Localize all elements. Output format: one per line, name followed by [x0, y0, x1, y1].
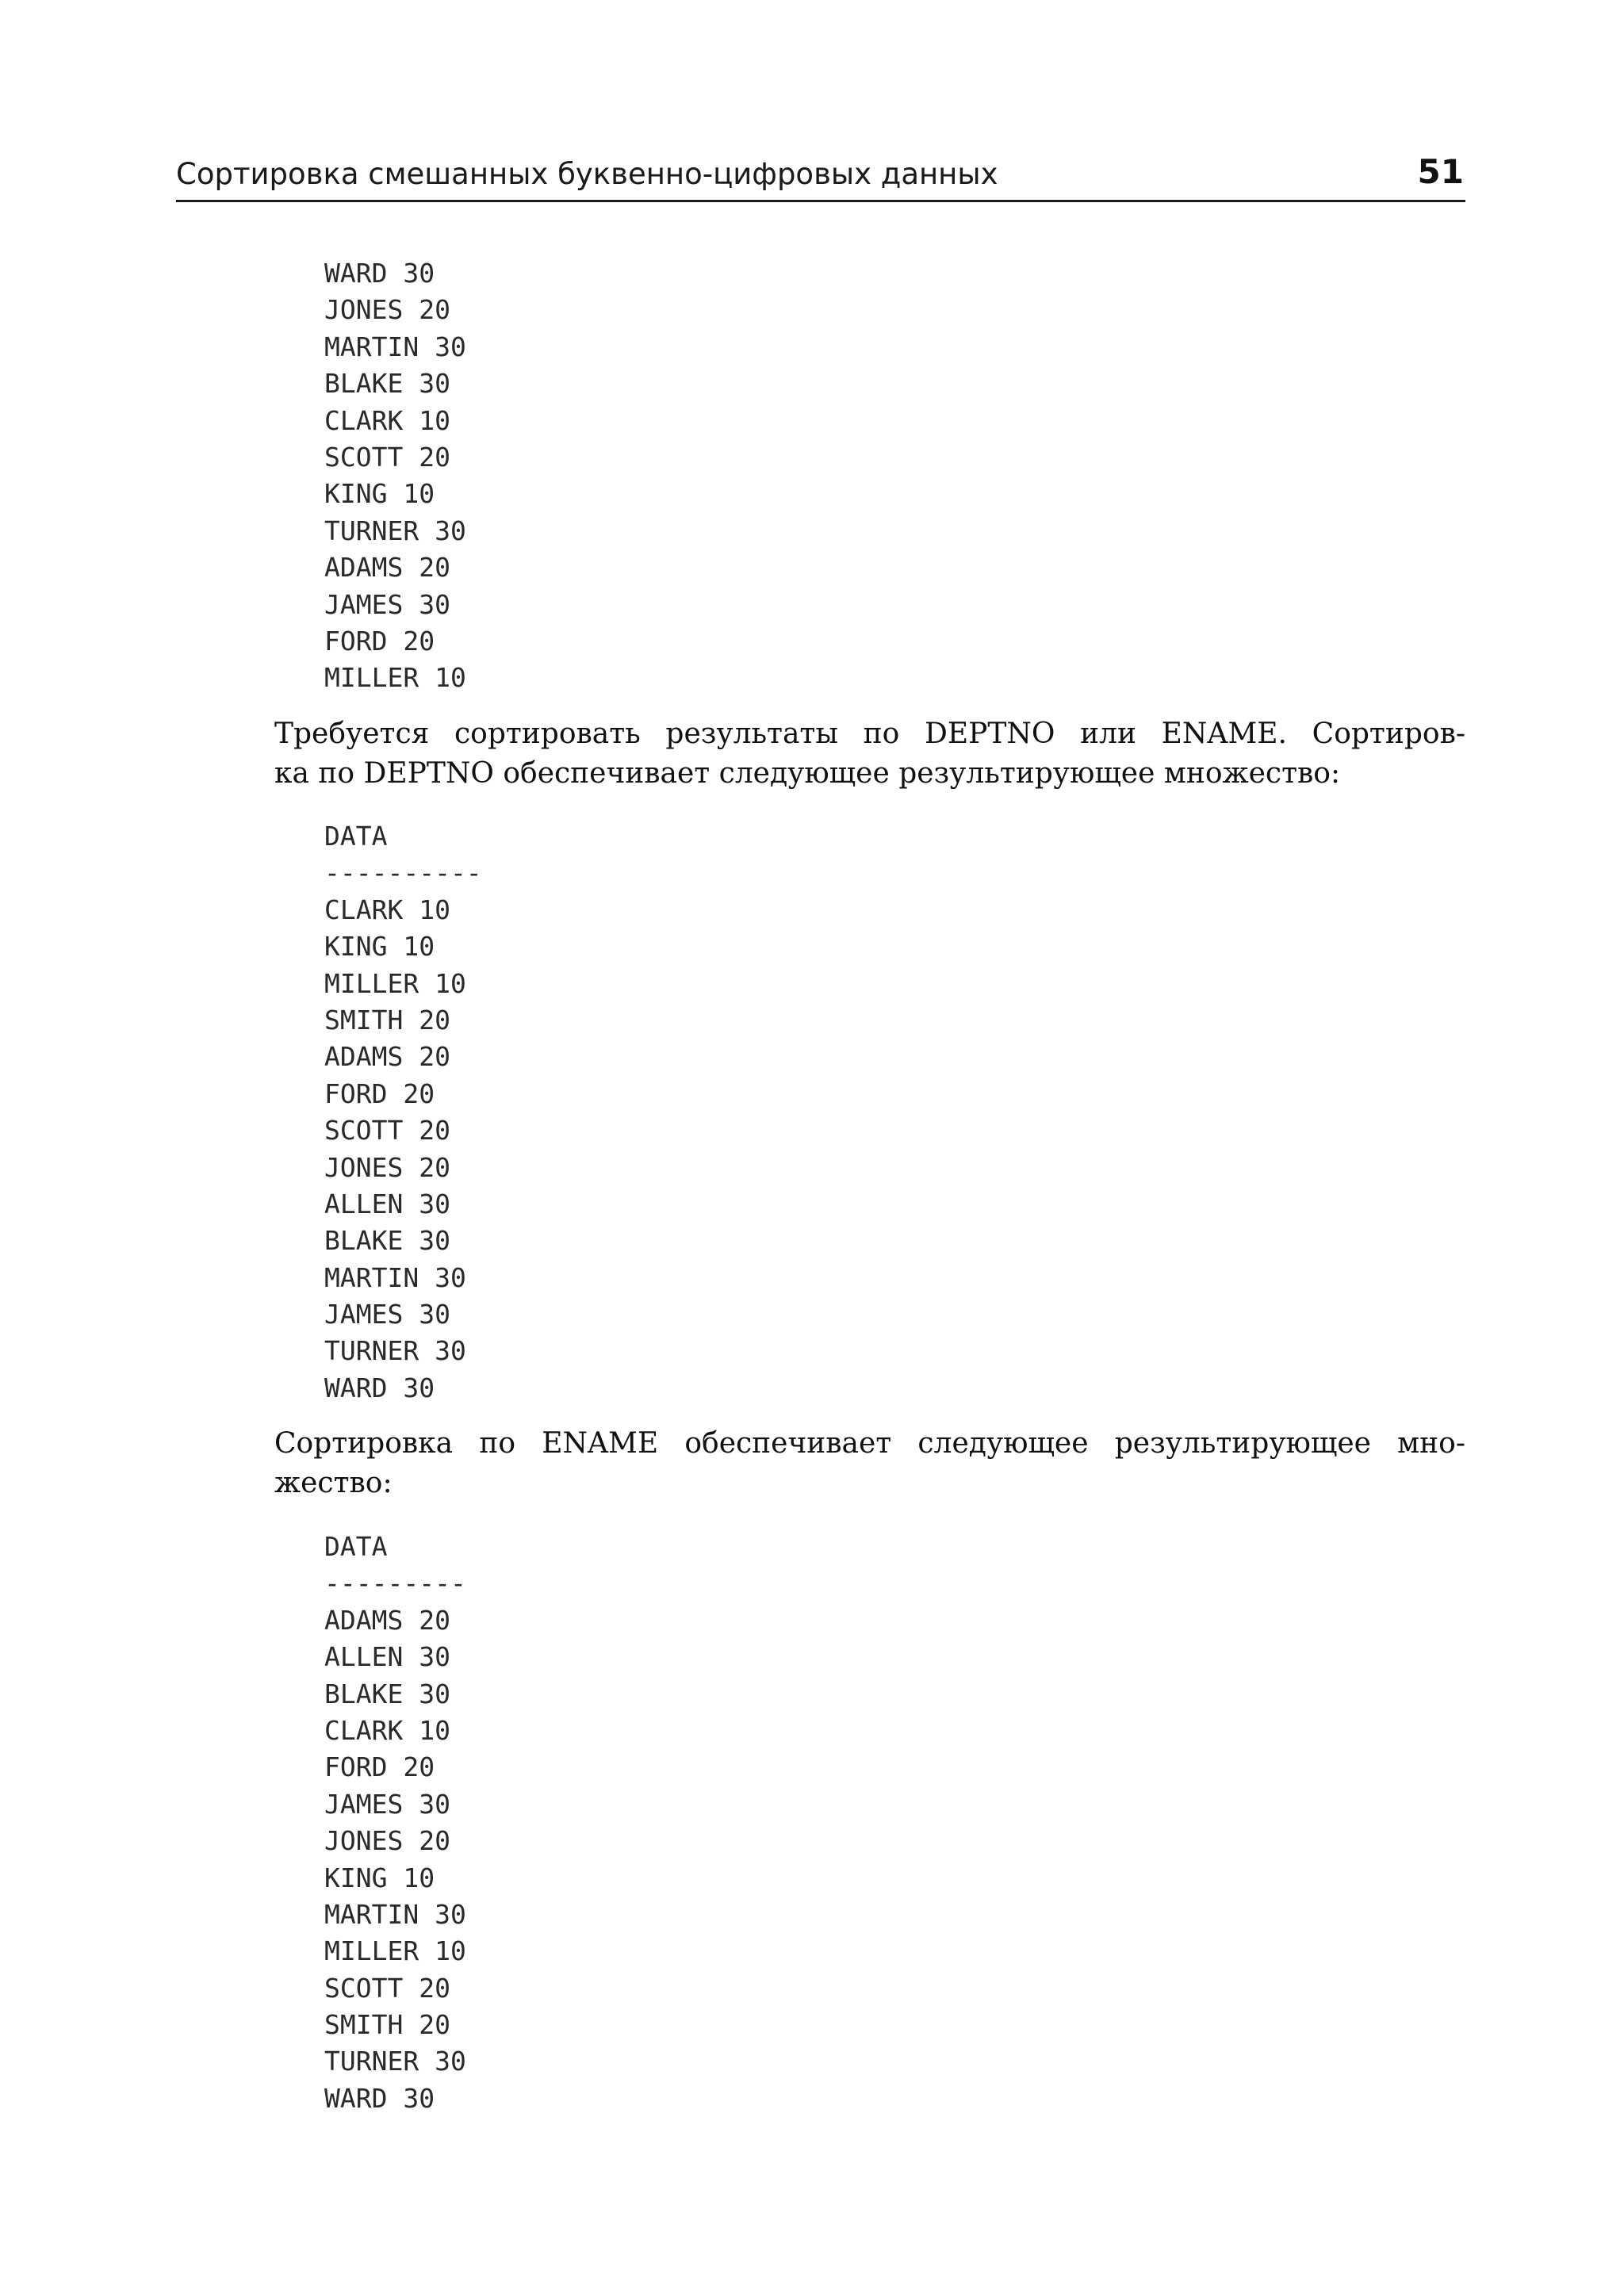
code-line: KING 10: [324, 1862, 435, 1893]
code-line: MILLER 10: [324, 967, 466, 999]
code-line: BLAKE 30: [324, 368, 450, 400]
code-line: FORD 20: [324, 1078, 435, 1109]
code-line: JONES 20: [324, 1151, 450, 1183]
code-line: TURNER 30: [324, 1335, 466, 1367]
code-line: MARTIN 30: [324, 331, 466, 362]
code-line: SCOTT 20: [324, 441, 450, 473]
column-header: DATA: [324, 1531, 388, 1562]
code-line: WARD 30: [324, 2082, 435, 2114]
code-line: ALLEN 30: [324, 1188, 450, 1219]
column-separator: ---------: [324, 1568, 466, 1599]
code-line: KING 10: [324, 931, 435, 963]
code-line: CLARK 10: [324, 404, 450, 436]
code-listing-sorted-by-deptno: [324, 818, 482, 1407]
code-line: JAMES 30: [324, 1788, 450, 1820]
code-line: WARD 30: [324, 1372, 435, 1403]
paragraph-sort-requirement: [274, 714, 1465, 794]
code-line: MARTIN 30: [324, 1261, 466, 1293]
code-line: SCOTT 20: [324, 1972, 450, 2004]
code-line: SCOTT 20: [324, 1115, 450, 1146]
code-line: ADAMS 20: [324, 1604, 450, 1636]
code-line: JONES 20: [324, 294, 450, 326]
code-line: MILLER 10: [324, 662, 466, 694]
column-header: DATA: [324, 821, 388, 852]
running-header: [176, 147, 1465, 202]
paragraph-line: ка по DEPTNO обеспечивает следующее результирующее множество:: [274, 757, 1341, 790]
code-line: MILLER 10: [324, 1935, 466, 1967]
header-title: Сортировка смешанных буквенно-цифровых данных: [176, 157, 998, 191]
code-line: ADAMS 20: [324, 1041, 450, 1073]
code-listing-sorted-by-ename: [324, 1529, 466, 2117]
paragraph-line: Требуется сортировать результаты по DEPTNO или ENAME. Сортиров-: [274, 718, 1465, 750]
code-line: SMITH 20: [324, 1004, 450, 1035]
code-line: ADAMS 20: [324, 552, 450, 584]
code-line: JAMES 30: [324, 1299, 450, 1330]
code-line: JONES 20: [324, 1825, 450, 1857]
page-number: 51: [1417, 152, 1464, 191]
code-line: FORD 20: [324, 1751, 435, 1783]
code-line: TURNER 30: [324, 515, 466, 546]
code-line: KING 10: [324, 478, 435, 510]
paragraph-line: Сортировка по ENAME обеспечивает следующее результирующее мно-: [274, 1427, 1465, 1460]
code-line: ALLEN 30: [324, 1641, 450, 1673]
paragraph-line: жество:: [274, 1467, 393, 1499]
code-line: BLAKE 30: [324, 1225, 450, 1257]
column-separator: ----------: [324, 857, 482, 889]
code-line: MARTIN 30: [324, 1898, 466, 1930]
code-line: BLAKE 30: [324, 1678, 450, 1709]
code-listing-unsorted: [324, 255, 466, 697]
code-line: WARD 30: [324, 258, 435, 289]
paragraph-sort-by-ename: [274, 1424, 1465, 1503]
code-line: CLARK 10: [324, 1714, 450, 1746]
code-line: SMITH 20: [324, 2009, 450, 2041]
code-line: TURNER 30: [324, 2046, 466, 2077]
code-line: JAMES 30: [324, 588, 450, 620]
code-line: FORD 20: [324, 625, 435, 657]
code-line: CLARK 10: [324, 894, 450, 925]
